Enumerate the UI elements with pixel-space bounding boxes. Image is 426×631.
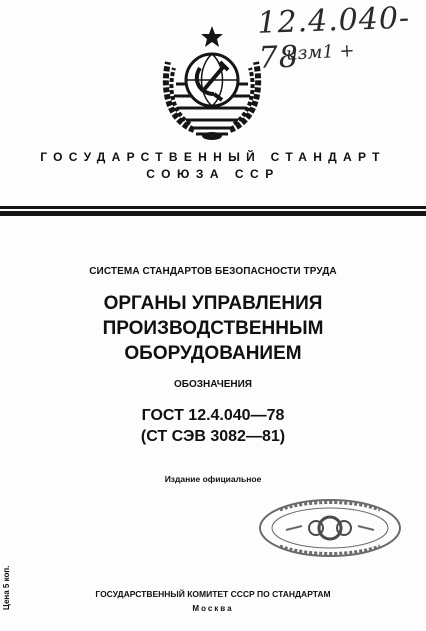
title-line-1: ОРГАНЫ УПРАВЛЕНИЯ — [103, 293, 323, 314]
publication-city: Москва — [192, 604, 234, 613]
document-title — [40, 291, 386, 366]
standard-designation — [40, 405, 386, 447]
title-line-2: ПРОИЗВОДСТВЕННЫМ — [102, 318, 324, 339]
country-heading: СОЮЗА ССР — [146, 167, 280, 181]
document-subtitle: ОБОЗНАЧЕНИЯ — [174, 379, 252, 390]
gost-number: ГОСТ 12.4.040—78 — [141, 407, 285, 424]
publisher-committee: ГОСУДАРСТВЕННЫЙ КОМИТЕТ СССР ПО СТАНДАРТАМ — [95, 589, 331, 599]
standards-system-line: СИСТЕМА СТАНДАРТОВ БЕЗОПАСНОСТИ ТРУДА — [89, 266, 337, 277]
state-standard-heading: ГОСУДАРСТВЕННЫЙ СТАНДАРТ — [40, 150, 386, 164]
edition-note: Издание официальное — [164, 474, 262, 484]
header-divider-thick — [0, 211, 426, 216]
ussr-emblem-icon — [156, 24, 268, 142]
library-stamp-icon — [256, 496, 404, 560]
st-sev-number: (СТ СЭВ 3082—81) — [140, 428, 286, 445]
handwritten-standard-number: 12.4.040-78 — [256, 0, 411, 76]
price-label: Цена 5 коп. — [2, 565, 11, 610]
title-line-3: ОБОРУДОВАНИЕМ — [124, 343, 302, 364]
header-divider-thin — [0, 206, 426, 209]
handwritten-change-note: изм1 + — [285, 40, 356, 65]
